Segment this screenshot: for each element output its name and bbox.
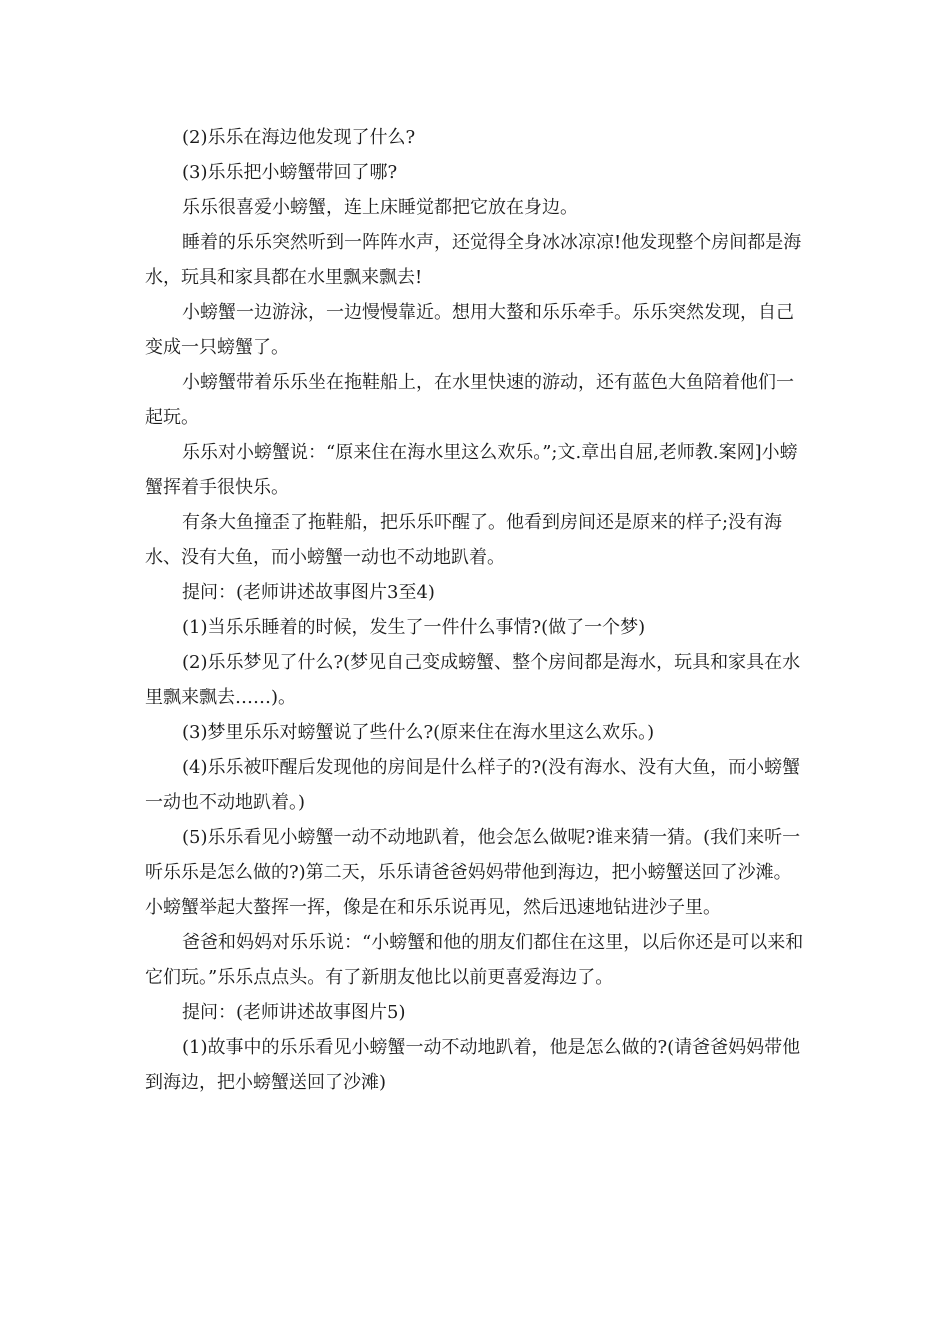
paragraph: (1)故事中的乐乐看见小螃蟹一动不动地趴着，他是怎么做的?(请爸爸妈妈带他到海边，把小螃蟹送回了沙滩) (145, 1037, 801, 1093)
paragraph: (5)乐乐看见小螃蟹一动不动地趴着，他会怎么做呢?谁来猜一猜。(我们来听一听乐乐是怎么做的?)第二天，乐乐请爸爸妈妈带他到海边，把小螃蟹送回了沙滩。小螃蟹举起大螯挥一挥，像是在和乐乐说再见，然后迅速地钻进沙子里。 (145, 827, 801, 918)
paragraph: 提问：(老师讲述故事图片3至4) (182, 582, 435, 603)
paragraph: 提问：(老师讲述故事图片5) (182, 1002, 406, 1023)
paragraph: 有条大鱼撞歪了拖鞋船，把乐乐吓醒了。他看到房间还是原来的样子;没有海水、没有大鱼，而小螃蟹一动也不动地趴着。 (145, 512, 783, 568)
paragraph: 小螃蟹带着乐乐坐在拖鞋船上，在水里快速的游动，还有蓝色大鱼陪着他们一起玩。 (145, 372, 794, 428)
paragraph: 乐乐对小螃蟹说：“原来住在海水里这么欢乐。”;文.章出自屈,老师教.案网]小螃蟹挥着手很快乐。 (145, 442, 798, 498)
paragraph: (4)乐乐被吓醒后发现他的房间是什么样子的?(没有海水、没有大鱼，而小螃蟹一动也不动地趴着。) (145, 757, 801, 813)
paragraph: (3)梦里乐乐对螃蟹说了些什么?(原来住在海水里这么欢乐。) (182, 722, 655, 743)
paragraph: (3)乐乐把小螃蟹带回了哪? (182, 162, 398, 183)
paragraph: (2)乐乐梦见了什么?(梦见自己变成螃蟹、整个房间都是海水，玩具和家具在水里飘来飘去……)。 (145, 652, 801, 708)
paragraph: 乐乐很喜爱小螃蟹，连上床睡觉都把它放在身边。 (182, 197, 578, 218)
paragraph: 小螃蟹一边游泳，一边慢慢靠近。想用大螯和乐乐牵手。乐乐突然发现，自己变成一只螃蟹了。 (145, 302, 794, 358)
paragraph: (2)乐乐在海边他发现了什么? (182, 127, 416, 148)
paragraph: 爸爸和妈妈对乐乐说：“小螃蟹和他的朋友们都住在这里，以后你还是可以来和它们玩。”乐乐点点头。有了新朋友他比以前更喜爱海边了。 (145, 932, 804, 988)
paragraph: 睡着的乐乐突然听到一阵阵水声，还觉得全身冰冰凉凉!他发现整个房间都是海水，玩具和家具都在水里飘来飘去! (145, 232, 802, 288)
document-body (145, 120, 809, 1100)
paragraph: (1)当乐乐睡着的时候，发生了一件什么事情?(做了一个梦) (182, 617, 646, 638)
